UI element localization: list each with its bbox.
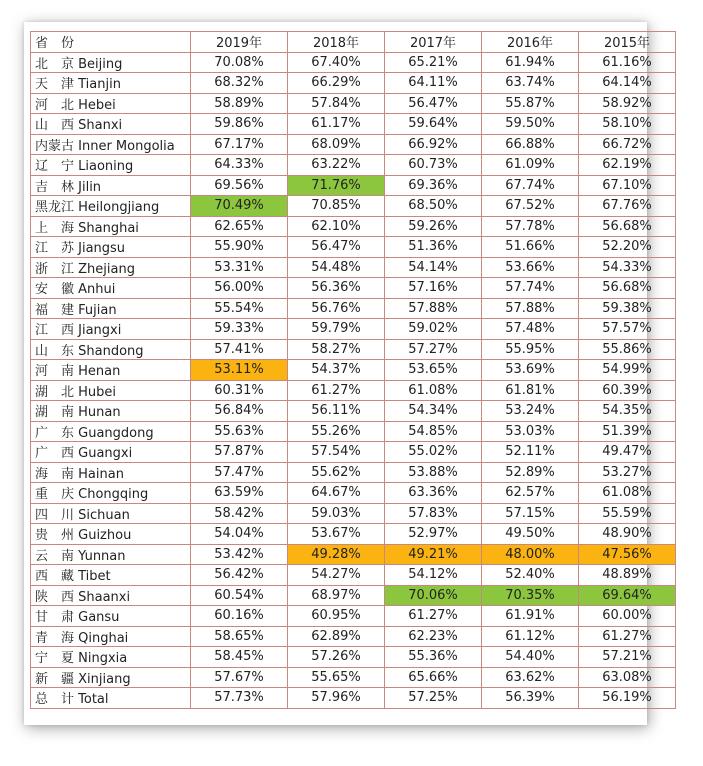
value-cell: 57.54% [288, 442, 385, 463]
table-row [31, 278, 676, 299]
value-cell: 57.41% [191, 339, 288, 360]
value-cell: 61.08% [579, 483, 676, 504]
province-cell: 新 疆 Xinjiang [31, 667, 191, 688]
table-row [31, 401, 676, 422]
value-cell: 62.19% [579, 155, 676, 176]
value-cell: 64.33% [191, 155, 288, 176]
value-cell: 54.85% [385, 421, 482, 442]
value-cell: 54.35% [579, 401, 676, 422]
value-cell: 57.83% [385, 503, 482, 524]
value-cell: 61.27% [288, 380, 385, 401]
value-cell: 65.66% [385, 667, 482, 688]
value-cell: 68.32% [191, 73, 288, 94]
value-cell: 56.68% [579, 216, 676, 237]
value-cell: 60.16% [191, 606, 288, 627]
value-cell: 59.79% [288, 319, 385, 340]
value-cell: 61.94% [482, 52, 579, 73]
table-row [31, 298, 676, 319]
province-cell: 广 东 Guangdong [31, 421, 191, 442]
value-cell: 59.64% [385, 114, 482, 135]
value-cell: 59.50% [482, 114, 579, 135]
table-row [31, 462, 676, 483]
value-cell: 60.00% [579, 606, 676, 627]
province-cell: 宁 夏 Ningxia [31, 647, 191, 668]
value-cell: 55.62% [288, 462, 385, 483]
value-cell: 63.36% [385, 483, 482, 504]
value-cell: 55.90% [191, 237, 288, 258]
value-cell: 61.17% [288, 114, 385, 135]
value-cell: 58.10% [579, 114, 676, 135]
value-cell: 57.26% [288, 647, 385, 668]
province-cell: 陕 西 Shaanxi [31, 585, 191, 606]
value-cell: 53.11% [191, 360, 288, 381]
value-cell: 58.42% [191, 503, 288, 524]
value-cell: 53.31% [191, 257, 288, 278]
province-cell: 广 西 Guangxi [31, 442, 191, 463]
province-cell: 北 京 Beijing [31, 52, 191, 73]
province-cell: 西 藏 Tibet [31, 565, 191, 586]
table-row [31, 606, 676, 627]
value-cell: 59.03% [288, 503, 385, 524]
value-cell: 55.87% [482, 93, 579, 114]
province-cell: 天 津 Tianjin [31, 73, 191, 94]
value-cell: 53.27% [579, 462, 676, 483]
value-cell: 54.37% [288, 360, 385, 381]
table-row [31, 524, 676, 545]
value-cell: 61.09% [482, 155, 579, 176]
value-cell: 49.50% [482, 524, 579, 545]
table-row [31, 114, 676, 135]
province-cell: 山 东 Shandong [31, 339, 191, 360]
province-cell: 吉 林 Jilin [31, 175, 191, 196]
value-cell: 70.85% [288, 196, 385, 217]
value-cell: 49.21% [385, 544, 482, 565]
value-cell: 52.20% [579, 237, 676, 258]
table-row [31, 216, 676, 237]
table-row [31, 360, 676, 381]
province-cell: 总 计 Total [31, 688, 191, 709]
value-cell: 58.27% [288, 339, 385, 360]
value-cell: 70.08% [191, 52, 288, 73]
province-cell: 海 南 Hainan [31, 462, 191, 483]
value-cell: 58.92% [579, 93, 676, 114]
value-cell: 67.52% [482, 196, 579, 217]
value-cell: 69.64% [579, 585, 676, 606]
value-cell: 54.14% [385, 257, 482, 278]
value-cell: 57.96% [288, 688, 385, 709]
province-cell: 山 西 Shanxi [31, 114, 191, 135]
value-cell: 55.86% [579, 339, 676, 360]
province-cell: 福 建 Fujian [31, 298, 191, 319]
value-cell: 57.74% [482, 278, 579, 299]
table-row [31, 73, 676, 94]
value-cell: 66.88% [482, 134, 579, 155]
value-cell: 52.97% [385, 524, 482, 545]
province-cell: 湖 南 Hunan [31, 401, 191, 422]
value-cell: 68.97% [288, 585, 385, 606]
province-cell: 江 苏 Jiangsu [31, 237, 191, 258]
province-cell: 甘 肃 Gansu [31, 606, 191, 627]
value-cell: 56.36% [288, 278, 385, 299]
table-row [31, 421, 676, 442]
value-cell: 62.23% [385, 626, 482, 647]
table-row [31, 442, 676, 463]
value-cell: 60.31% [191, 380, 288, 401]
value-cell: 53.24% [482, 401, 579, 422]
value-cell: 65.21% [385, 52, 482, 73]
province-cell: 辽 宁 Liaoning [31, 155, 191, 176]
value-cell: 54.40% [482, 647, 579, 668]
value-cell: 70.35% [482, 585, 579, 606]
value-cell: 54.34% [385, 401, 482, 422]
header-2016: 2016年 [482, 32, 579, 53]
value-cell: 53.66% [482, 257, 579, 278]
value-cell: 64.67% [288, 483, 385, 504]
value-cell: 53.67% [288, 524, 385, 545]
value-cell: 56.47% [385, 93, 482, 114]
table-row [31, 626, 676, 647]
value-cell: 56.42% [191, 565, 288, 586]
value-cell: 57.78% [482, 216, 579, 237]
value-cell: 54.12% [385, 565, 482, 586]
table-row [31, 503, 676, 524]
value-cell: 64.14% [579, 73, 676, 94]
value-cell: 61.16% [579, 52, 676, 73]
value-cell: 53.88% [385, 462, 482, 483]
table-row [31, 688, 676, 709]
value-cell: 67.74% [482, 175, 579, 196]
value-cell: 62.57% [482, 483, 579, 504]
value-cell: 62.10% [288, 216, 385, 237]
value-cell: 56.84% [191, 401, 288, 422]
value-cell: 48.89% [579, 565, 676, 586]
table-row [31, 134, 676, 155]
province-cell: 安 徽 Anhui [31, 278, 191, 299]
value-cell: 63.59% [191, 483, 288, 504]
table-row [31, 319, 676, 340]
value-cell: 57.67% [191, 667, 288, 688]
value-cell: 48.90% [579, 524, 676, 545]
value-cell: 66.29% [288, 73, 385, 94]
value-cell: 67.17% [191, 134, 288, 155]
value-cell: 57.16% [385, 278, 482, 299]
table-row [31, 667, 676, 688]
value-cell: 60.73% [385, 155, 482, 176]
value-cell: 63.74% [482, 73, 579, 94]
province-cell: 重 庆 Chongqing [31, 483, 191, 504]
value-cell: 60.54% [191, 585, 288, 606]
value-cell: 49.28% [288, 544, 385, 565]
header-province: 省 份 [31, 32, 191, 53]
value-cell: 56.00% [191, 278, 288, 299]
value-cell: 57.47% [191, 462, 288, 483]
value-cell: 52.89% [482, 462, 579, 483]
value-cell: 54.33% [579, 257, 676, 278]
value-cell: 48.00% [482, 544, 579, 565]
value-cell: 47.56% [579, 544, 676, 565]
province-cell: 上 海 Shanghai [31, 216, 191, 237]
value-cell: 57.88% [482, 298, 579, 319]
value-cell: 51.66% [482, 237, 579, 258]
value-cell: 55.63% [191, 421, 288, 442]
value-cell: 55.59% [579, 503, 676, 524]
header-2019: 2019年 [191, 32, 288, 53]
value-cell: 71.76% [288, 175, 385, 196]
value-cell: 62.89% [288, 626, 385, 647]
value-cell: 53.42% [191, 544, 288, 565]
value-cell: 63.22% [288, 155, 385, 176]
table-row [31, 483, 676, 504]
value-cell: 57.87% [191, 442, 288, 463]
value-cell: 67.76% [579, 196, 676, 217]
value-cell: 57.21% [579, 647, 676, 668]
table-row [31, 175, 676, 196]
value-cell: 55.26% [288, 421, 385, 442]
value-cell: 62.65% [191, 216, 288, 237]
value-cell: 55.65% [288, 667, 385, 688]
province-cell: 青 海 Qinghai [31, 626, 191, 647]
table-row [31, 544, 676, 565]
value-cell: 55.95% [482, 339, 579, 360]
header-2018: 2018年 [288, 32, 385, 53]
value-cell: 67.40% [288, 52, 385, 73]
value-cell: 66.92% [385, 134, 482, 155]
value-cell: 59.86% [191, 114, 288, 135]
value-cell: 53.69% [482, 360, 579, 381]
value-cell: 56.11% [288, 401, 385, 422]
value-cell: 53.65% [385, 360, 482, 381]
value-cell: 51.39% [579, 421, 676, 442]
value-cell: 57.25% [385, 688, 482, 709]
value-cell: 55.36% [385, 647, 482, 668]
province-cell: 四 川 Sichuan [31, 503, 191, 524]
province-cell: 江 西 Jiangxi [31, 319, 191, 340]
value-cell: 61.81% [482, 380, 579, 401]
value-cell: 59.26% [385, 216, 482, 237]
value-cell: 66.72% [579, 134, 676, 155]
value-cell: 55.54% [191, 298, 288, 319]
value-cell: 49.47% [579, 442, 676, 463]
table-row [31, 380, 676, 401]
value-cell: 52.40% [482, 565, 579, 586]
value-cell: 54.27% [288, 565, 385, 586]
value-cell: 56.19% [579, 688, 676, 709]
value-cell: 70.49% [191, 196, 288, 217]
value-cell: 57.48% [482, 319, 579, 340]
value-cell: 56.76% [288, 298, 385, 319]
value-cell: 61.27% [385, 606, 482, 627]
value-cell: 64.11% [385, 73, 482, 94]
value-cell: 52.11% [482, 442, 579, 463]
province-cell: 浙 江 Zhejiang [31, 257, 191, 278]
value-cell: 68.50% [385, 196, 482, 217]
table-row [31, 155, 676, 176]
value-cell: 53.03% [482, 421, 579, 442]
value-cell: 63.62% [482, 667, 579, 688]
value-cell: 55.02% [385, 442, 482, 463]
province-cell: 云 南 Yunnan [31, 544, 191, 565]
value-cell: 54.48% [288, 257, 385, 278]
table-row [31, 237, 676, 258]
value-cell: 58.45% [191, 647, 288, 668]
province-cell: 黑龙江 Heilongjiang [31, 196, 191, 217]
value-cell: 61.08% [385, 380, 482, 401]
value-cell: 51.36% [385, 237, 482, 258]
value-cell: 70.06% [385, 585, 482, 606]
value-cell: 57.73% [191, 688, 288, 709]
value-cell: 58.65% [191, 626, 288, 647]
value-cell: 54.04% [191, 524, 288, 545]
value-cell: 69.56% [191, 175, 288, 196]
value-cell: 56.68% [579, 278, 676, 299]
table-row [31, 339, 676, 360]
table-row [31, 647, 676, 668]
header-row [31, 32, 676, 53]
table-body [31, 52, 676, 708]
value-cell: 61.91% [482, 606, 579, 627]
turnout-table [30, 31, 676, 709]
value-cell: 61.12% [482, 626, 579, 647]
value-cell: 60.39% [579, 380, 676, 401]
table-row [31, 52, 676, 73]
value-cell: 57.15% [482, 503, 579, 524]
province-cell: 贵 州 Guizhou [31, 524, 191, 545]
value-cell: 69.36% [385, 175, 482, 196]
header-2017: 2017年 [385, 32, 482, 53]
province-cell: 湖 北 Hubei [31, 380, 191, 401]
value-cell: 59.33% [191, 319, 288, 340]
table-row [31, 196, 676, 217]
table-row [31, 565, 676, 586]
province-cell: 河 南 Henan [31, 360, 191, 381]
value-cell: 67.10% [579, 175, 676, 196]
value-cell: 57.57% [579, 319, 676, 340]
header-2015: 2015年 [579, 32, 676, 53]
value-cell: 57.84% [288, 93, 385, 114]
value-cell: 59.38% [579, 298, 676, 319]
value-cell: 60.95% [288, 606, 385, 627]
province-cell: 河 北 Hebei [31, 93, 191, 114]
value-cell: 68.09% [288, 134, 385, 155]
value-cell: 54.99% [579, 360, 676, 381]
table-row [31, 257, 676, 278]
value-cell: 57.88% [385, 298, 482, 319]
value-cell: 58.89% [191, 93, 288, 114]
value-cell: 56.39% [482, 688, 579, 709]
value-cell: 57.27% [385, 339, 482, 360]
value-cell: 56.47% [288, 237, 385, 258]
province-cell: 内蒙古 Inner Mongolia [31, 134, 191, 155]
table-row [31, 585, 676, 606]
table-row [31, 93, 676, 114]
value-cell: 59.02% [385, 319, 482, 340]
value-cell: 63.08% [579, 667, 676, 688]
value-cell: 61.27% [579, 626, 676, 647]
